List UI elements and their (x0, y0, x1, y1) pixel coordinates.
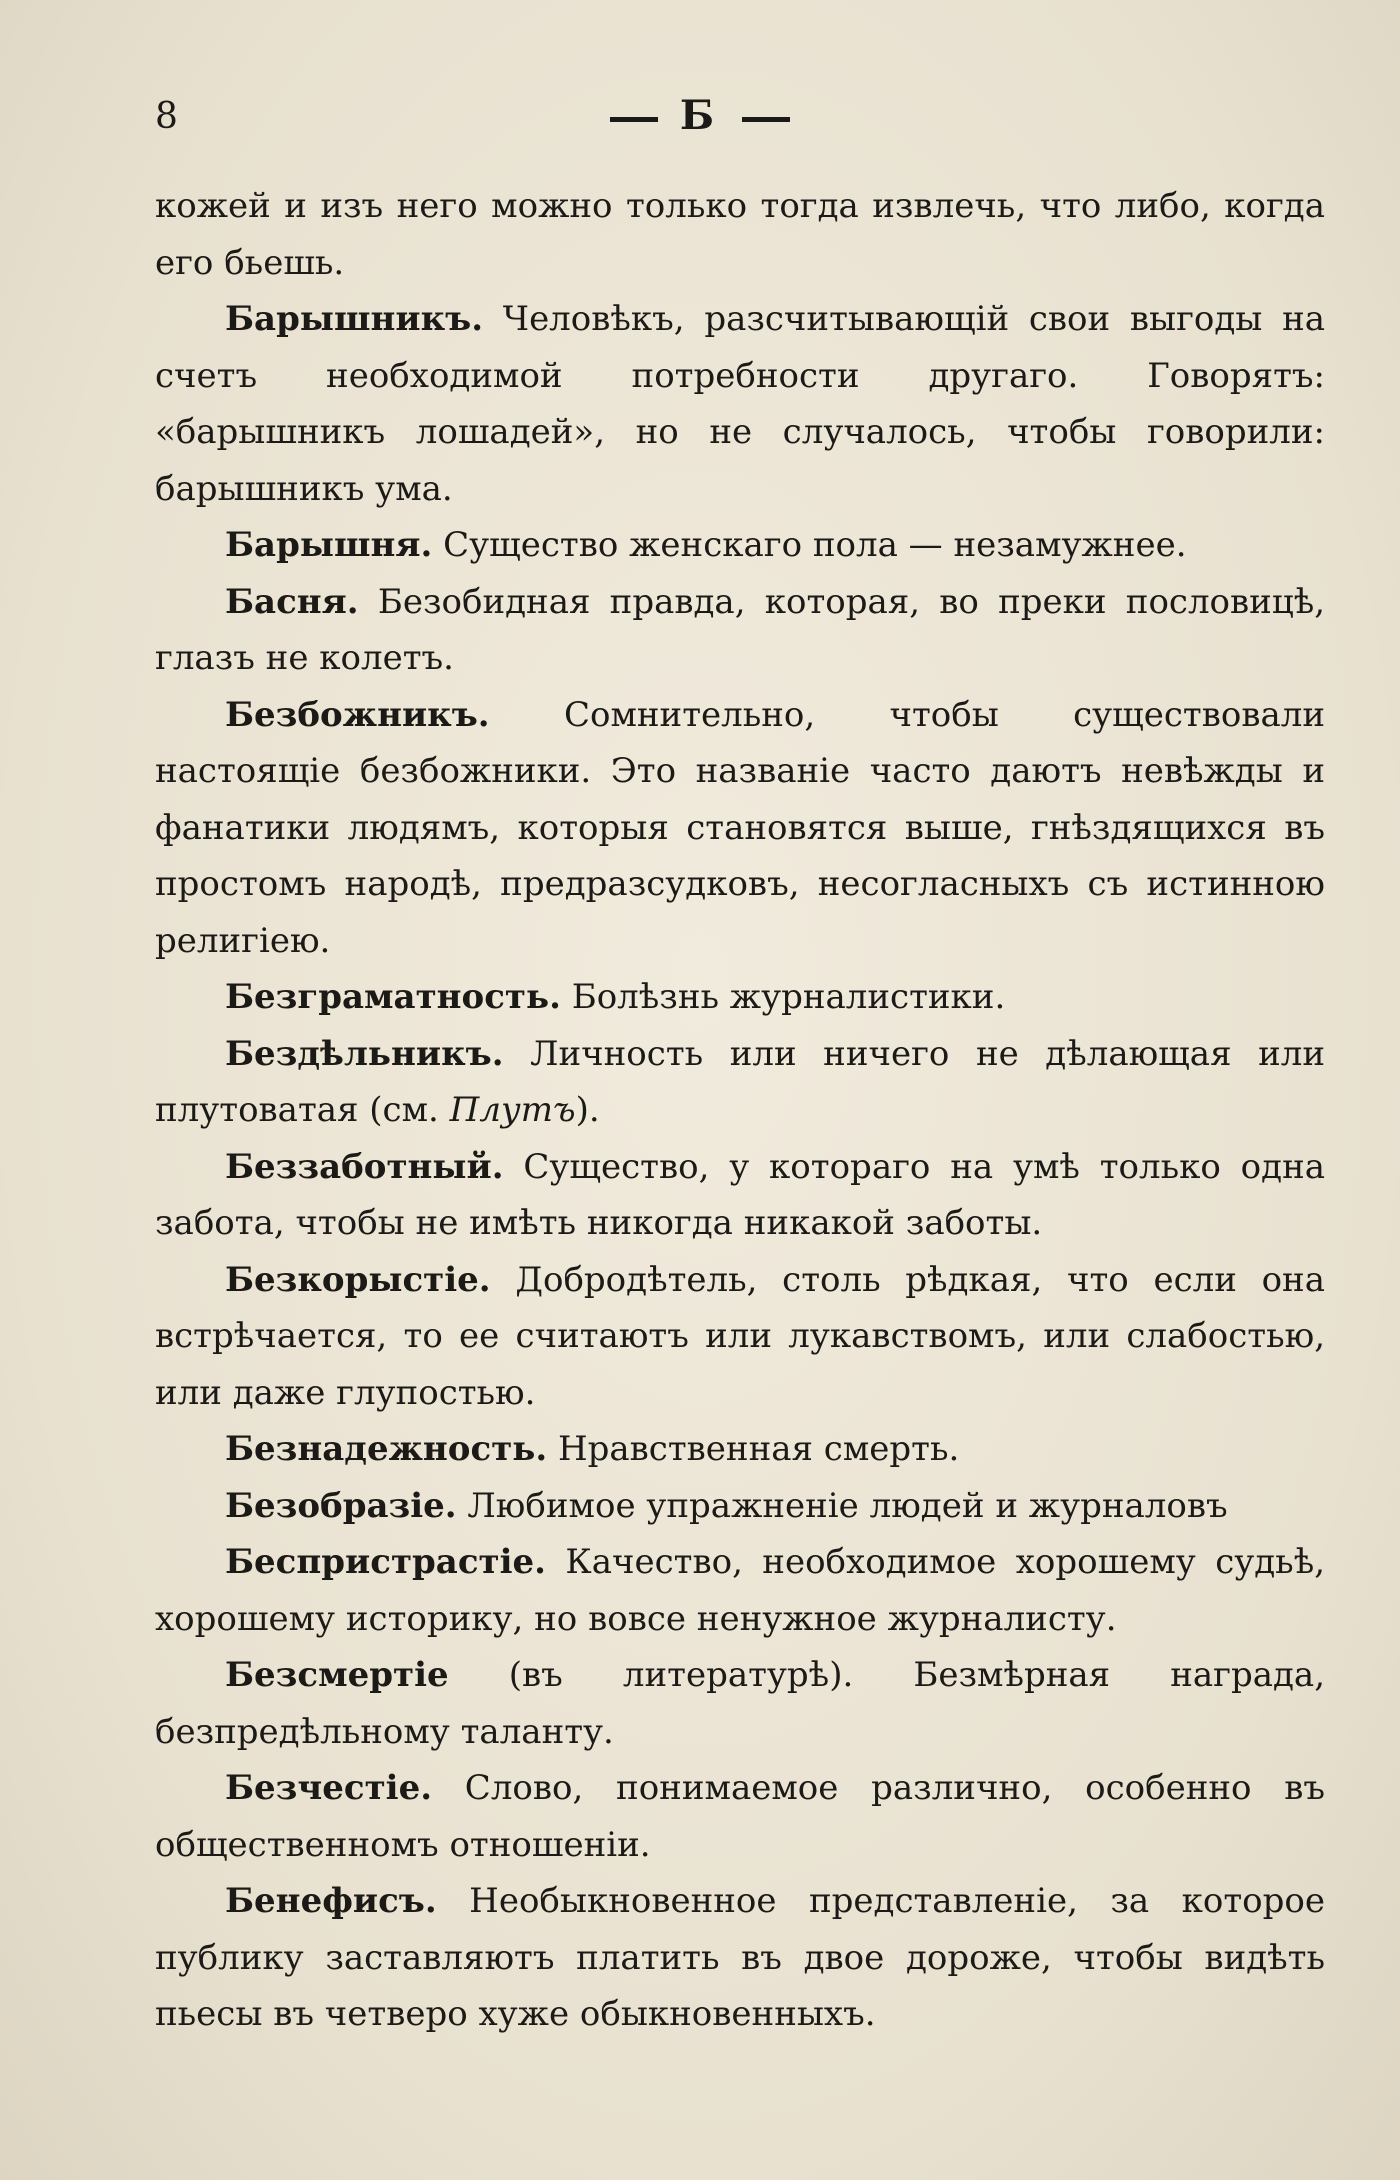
entry-definition: Безобидная правда, которая, во преки пословицѣ, глазъ не колетъ. (155, 581, 1325, 678)
entry-beznadezhnost (155, 1421, 1325, 1478)
page-header (0, 92, 1400, 152)
entry-definition: Болѣзнь журналистики. (560, 977, 1006, 1017)
entry-headword: Безсмертіе (225, 1655, 449, 1695)
entry-definition-tail: ). (575, 1090, 600, 1130)
entry-barishnik (155, 291, 1325, 517)
entry-headword: Безчестіе. (225, 1768, 433, 1808)
entry-headword: Беззаботный. (225, 1146, 504, 1187)
entry-headword: Барышникъ. (225, 299, 484, 339)
section-letter: Б (679, 92, 721, 139)
entry-definition: Человѣкъ, разсчитывающій свои выгоды на счетъ необходимой потребности другаго. Говорятъ: «барышникъ лошадей», но не случалось, чтобы говорили: барышникъ ума. (155, 299, 1325, 509)
entry-headword: Безграматность. (225, 977, 561, 1017)
entry-bezchestie (155, 1760, 1325, 1873)
entry-bezdelnik (155, 1026, 1325, 1139)
entry-definition: Личность или ничего не дѣлающая или плутоватая (см. (155, 1033, 1325, 1130)
entry-headword: Бездѣльникъ. (225, 1033, 504, 1074)
entry-definition: Существо женскаго пола — незамужнее. (432, 525, 1187, 565)
entry-bezzabotny (155, 1139, 1325, 1252)
entry-headword: Басня. (225, 581, 359, 622)
em-dash-right (742, 117, 790, 122)
em-dash-left (610, 117, 658, 122)
entry-bezgramatnost (155, 969, 1325, 1026)
entry-definition: Существо, у котораго на умѣ только одна забота, чтобы не имѣть никогда никакой заботы. (155, 1146, 1325, 1243)
entry-headword: Беспристрастіе. (225, 1542, 546, 1582)
entry-definition: Добродѣтель, столь рѣдкая, что если она встрѣчается, то ее считаютъ или лукавствомъ, или слабостью, или даже глупостью. (155, 1259, 1325, 1413)
entry-definition: (въ литературѣ). Безмѣрная награда, безпредѣльному таланту. (155, 1655, 1325, 1752)
entry-bezkorystie (155, 1252, 1325, 1422)
entry-definition: Любимое упражненіе людей и журналовъ (456, 1485, 1228, 1526)
entry-headword: Бенефисъ. (225, 1881, 437, 1921)
entry-basnya (155, 574, 1325, 687)
page-number: 8 (155, 96, 178, 137)
entry-bezsmertie (155, 1647, 1325, 1760)
entry-definition: Нравственная смерть. (547, 1429, 960, 1469)
entry-headword: Безобразіе. (225, 1485, 457, 1526)
entry-definition: Качество, необходимое хорошему судьѣ, хорошему историку, но вовсе ненужное журналисту. (155, 1542, 1325, 1639)
entry-headword: Безбожникъ. (225, 694, 490, 735)
entry-definition: Необыкновенное представленіе, за которое публику заставляютъ платить въ двое дороже, чтобы видѣть пьесы въ четверо хуже обыкновенныхъ. (155, 1881, 1325, 2034)
entry-benefis (155, 1873, 1325, 2043)
entry-headword: Барышня. (225, 525, 433, 565)
entry-bezbozhnik (155, 687, 1325, 970)
entry-bezobrazie (155, 1478, 1325, 1535)
running-head (0, 92, 1400, 139)
entry-headword: Безнадежность. (225, 1429, 548, 1469)
entry-bespristrastie (155, 1534, 1325, 1647)
entry-barishnya (155, 517, 1325, 574)
entry-definition: Сомнительно, чтобы существовали настоящіе безбожники. Это названіе часто даютъ невѣжды и фанатики людямъ, которыя становятся выше, гнѣздящихся въ простомъ народѣ, предразсудковъ, несогласныхъ съ истинною религіею. (155, 694, 1325, 961)
cross-reference: Плутъ (449, 1090, 576, 1130)
entry-headword: Безкорыстіе. (225, 1259, 491, 1300)
entry-definition: Слово, понимаемое различно, особенно въ общественномъ отношеніи. (155, 1768, 1325, 1865)
page-body (155, 178, 1325, 2043)
continuation-paragraph: кожей и изъ него можно только тогда извлечь, что либо, когда его бьешь. (155, 186, 1325, 283)
